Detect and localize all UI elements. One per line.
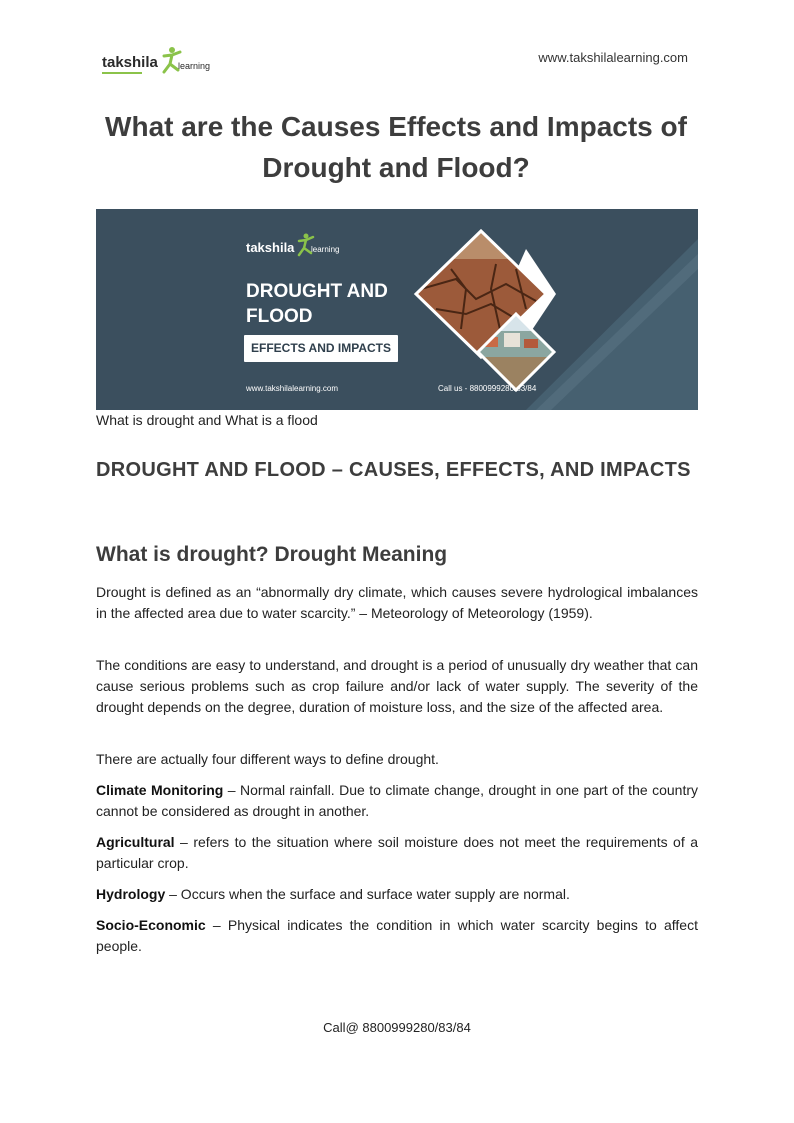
- banner-call: Call us - 8800999280/83/84: [438, 384, 537, 393]
- banner-url: www.takshilalearning.com: [246, 384, 339, 393]
- banner-logo-subtext: learning: [311, 245, 340, 254]
- banner-heading: DROUGHT AND FLOOD: [246, 281, 388, 327]
- logo-subtext: learning: [178, 61, 211, 71]
- page-title: What are the Causes Effects and Impacts of Drought and Flood?: [105, 111, 687, 183]
- banner-logo: [246, 231, 356, 263]
- definition-text: – Occurs when the surface and surface water supply are normal.: [165, 886, 570, 902]
- definition-term: Agricultural: [96, 834, 175, 850]
- paragraph-four-ways: There are actually four different ways to define drought.: [96, 751, 439, 767]
- hero-banner: [96, 209, 698, 410]
- logo-text: takshila: [102, 54, 158, 71]
- banner-caption: What is drought and What is a flood: [96, 412, 318, 428]
- paragraph-conditions: The conditions are easy to understand, and drought is a period of unusually dry weather that can cause serious problems such as crop failure and/or lack of water supply. The severity of the drought depends on the degree, duration of moisture loss, and the size of the affected area.: [96, 657, 698, 715]
- definition-agricultural: [96, 832, 698, 874]
- definition-term: Socio-Economic: [96, 917, 206, 933]
- definition-climate-monitoring: [96, 780, 698, 822]
- drought-flood-images: [396, 209, 576, 410]
- site-url-link[interactable]: www.takshilalearning.com: [538, 50, 688, 65]
- definition-term: Hydrology: [96, 886, 166, 902]
- takshila-logo[interactable]: [100, 44, 230, 84]
- paragraph-definition: Drought is defined as an “abnormally dry climate, which causes severe hydrological imbalances in the affected area due to water scarcity.” – Meteorology of Meteorology (1959).: [96, 584, 698, 621]
- definition-socio-economic: [96, 915, 698, 957]
- footer-call-number: Call@ 8800999280/83/84: [323, 1020, 471, 1035]
- definition-hydrology: [96, 884, 698, 905]
- definition-text: – refers to the situation where soil moisture does not meet the requirements of a particular crop.: [96, 834, 698, 871]
- cracked-earth-image: [396, 209, 576, 410]
- definition-text: – Normal rainfall. Due to climate change, drought in one part of the country cannot be considered as drought in another.: [96, 782, 698, 819]
- banner-subtitle-pill: EFFECTS AND IMPACTS: [244, 335, 398, 362]
- section-heading: DROUGHT AND FLOOD – CAUSES, EFFECTS, AND IMPACTS: [96, 459, 691, 481]
- definition-text: – Physical indicates the condition in which water scarcity begins to affect people.: [96, 917, 698, 954]
- banner-logo-text: takshila: [246, 240, 295, 255]
- definition-term: Climate Monitoring: [96, 782, 224, 798]
- subheading-drought-meaning: What is drought? Drought Meaning: [96, 543, 448, 566]
